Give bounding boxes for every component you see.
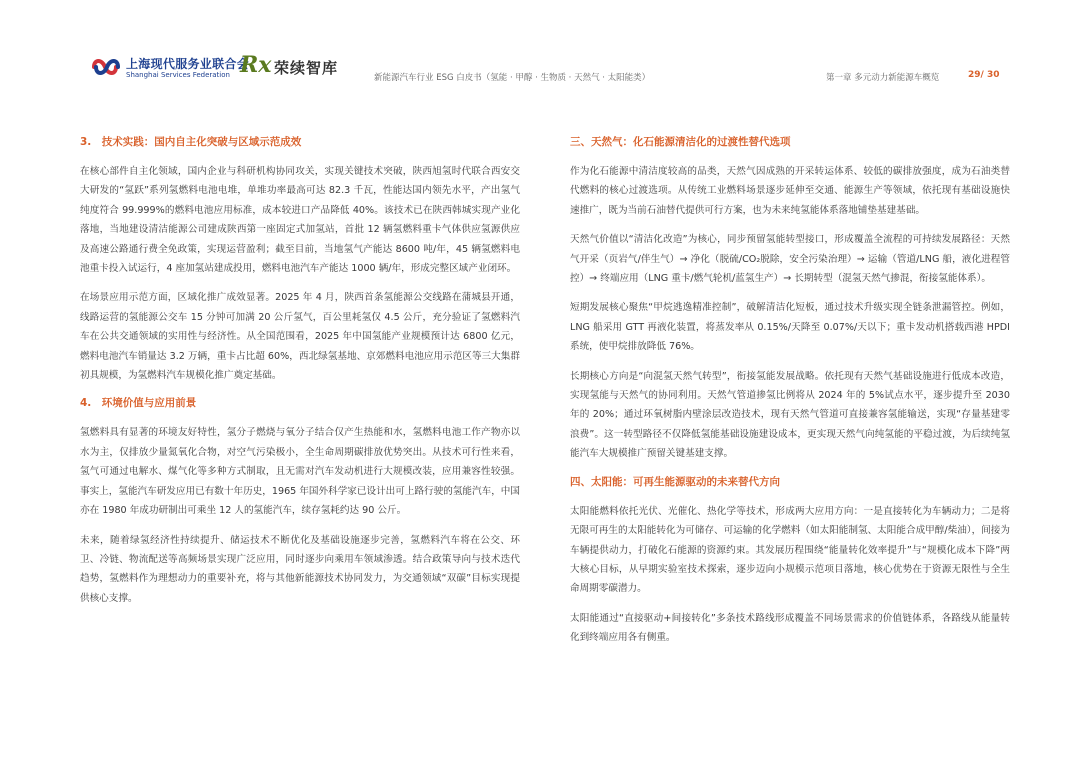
paragraph: 短期发展核心聚焦“甲烷逃逸精准控制”，破解清洁化短板，通过技术升级实现全链条泄漏管控。例如，LNG 船采用 GTT 再液化装置，将蒸发率从 0.15%/天降至 0.07%/天以下；重卡发动机搭载西港 HPDI 系统，使甲烷排放降低 76%。 [570, 302, 1010, 353]
org-name-en: Shanghai Services Federation [126, 71, 230, 79]
document-title: 新能源汽车行业 ESG 白皮书（氢能 · 甲醇 · 生物质 · 天然气 · 太阳能类） [374, 73, 651, 83]
section-heading-solar: 四、太阳能：可再生能源驱动的未来替代方向 [570, 475, 780, 488]
chapter-title: 第一章 多元动力新能源车概览 [826, 73, 940, 83]
right-column [570, 134, 1010, 658]
paragraph: 长期核心方向是“向混氢天然气转型”，衔接氢能发展战略。依托现有天然气基础设施进行低成本改造，实现氢能与天然气的协同利用。天然气管道掺氢比例将从 2024 年的 5%试点水平，逐步提升至 2030 年的 20%；通过环氧树脂内壁涂层改造技术，现有天然气管道可直接兼容氢能输送，实现“存量基建零浪费”。这一转型路径不仅降低氢能基础设施建设成本，更实现天然气向纯氢能的平稳过渡，为后续纯氢能汽车大规模推广预留关键基建支撑。 [570, 370, 1010, 460]
paragraph: 太阳能通过“直接驱动+间接转化”多条技术路线形成覆盖不同场景需求的价值链体系，各路线从能量转化到终端应用各有侧重。 [570, 612, 1010, 644]
section-heading-tech-practice: 3. 技术实践：国内自主化突破与区域示范成效 [80, 136, 302, 148]
left-column [80, 134, 520, 618]
rx-logo [240, 50, 360, 84]
brand-name: 荣续智库 [274, 59, 339, 77]
page-header [0, 0, 1080, 100]
paragraph: 太阳能燃料依托光伏、光催化、热化学等技术，形成两大应用方向：一是直接转化为车辆动力；二是将无限可再生的太阳能转化为可储存、可运输的化学燃料（如太阳能制氢、太阳能合成甲醇/柴油），间接为车辆提供动力，打破化石能源的资源约束。其发展历程围绕“能量转化效率提升”与“规模化成本下降”两大核心目标，从早期实验室技术探索，逐步迈向小规模示范项目落地，核心优势在于资源无限性与全生命周期零碳潜力。 [570, 505, 1010, 595]
rx-logo-icon: Rx [240, 52, 272, 78]
page-number: 29/ 30 [968, 70, 1000, 80]
paragraph: 在场景应用示范方面，区域化推广成效显著。2025 年 4 月，陕西首条氢能源公交线路在蒲城县开通，线路运营的氢能源公交车 15 分钟可加满 20 公斤氢气，百公里耗氢仅 4.5 公斤，充分验证了氢燃料汽车在公共交通领域的实用性与经济性。从全国范围看，2025 年中国氢能产业规模预计达 6800 亿元，燃料电池汽车销量达 3.2 万辆，重卡占比超 60%，西北绿氢基地、京郊燃料电池应用示范区等三大集群初具规模，为氢燃料汽车规模化推广奠定基础。 [80, 292, 520, 382]
ssf-logo-icon [90, 54, 122, 80]
paragraph: 氢燃料具有显著的环境友好特性，氢分子燃烧与氧分子结合仅产生热能和水，氢燃料电池工作产物亦以水为主，仅排放少量氮氧化合物，对空气污染极小，全生命周期碳排放优势突出。从技术可行性来看，氢气可通过电解水、煤气化等多种方式制取，且无需对汽车发动机进行大规模改装，应用兼容性较强。事实上，氢能汽车研发应用已有数十年历史，1965 年国外科学家已设计出可上路行驶的氢能汽车，中国亦在 1980 年成功研制出可乘坐 12 人的氢能汽车，续存氢耗约达 90 公斤。 [80, 427, 520, 517]
ssf-logo [90, 52, 250, 84]
org-name-cn: 上海现代服务业联合会 [126, 57, 250, 71]
paragraph: 在核心部件自主化领域，国内企业与科研机构协同攻关，实现关键技术突破，陕西旭氢时代联合西安交大研发的“氢跃”系列氢燃料电池电堆，单堆功率最高可达 82.3 千瓦，性能达国内领先水平，产出氢气纯度符合 99.999%的燃料电池应用标准，成本较进口产品降低 40%。该技术已在陕西韩城实现产业化落地，当地建设清洁能源公司建成陕西第一座固定式加氢站，首批 12 辆氢燃料重卡气体供应氢源供应及高速公路通行费全免政策，实现运营盈利；截至目前，当地氢气产能达 8600 吨/年，45 辆氢燃料电池重卡投入试运行，4 座加氢站建成投用，燃料电池汽车产能达 1000 辆/年，形成完整区域产业闭环。 [80, 166, 520, 275]
paragraph: 作为化石能源中清洁度较高的品类，天然气因成熟的开采转运体系、较低的碳排放强度，成为石油类替代燃料的核心过渡选项。从传统工业燃料场景逐步延伸至交通、能源生产等领域，依托现有基础设施快速推广，既为当前石油替代提供可行方案，也为未来纯氢能体系落地铺垫基建基础。 [570, 166, 1010, 216]
section-heading-natural-gas: 三、天然气：化石能源清洁化的过渡性替代选项 [570, 136, 791, 148]
paragraph: 天然气价值以“清洁化改造”为核心，同步预留氢能转型接口，形成覆盖全流程的可持续发展路径：天然气开采（页岩气/伴生气）→ 净化（脱硫/CO₂脱除，安全污染治理）→ 运输（管道/LNG 船，液化进程管控）→ 终端应用（LNG 重卡/燃气轮机/蓝氢生产）→ 长期转型（混氢天然气掺混，衔接氢能体系）。 [570, 234, 1010, 285]
paragraph: 未来，随着绿氢经济性持续提升、储运技术不断优化及基础设施逐步完善，氢燃料汽车将在公交、环卫、冷链、物流配送等高频场景实现广泛应用，同时逐步向乘用车领域渗透。结合政策导向与技术迭代趋势，氢燃料作为理想动力的重要补充，将与其他新能源技术协同发力，为交通领域“双碳”目标实现提供核心支撑。 [80, 534, 520, 604]
section-heading-environment: 4. 环境价值与应用前景 [80, 397, 197, 410]
